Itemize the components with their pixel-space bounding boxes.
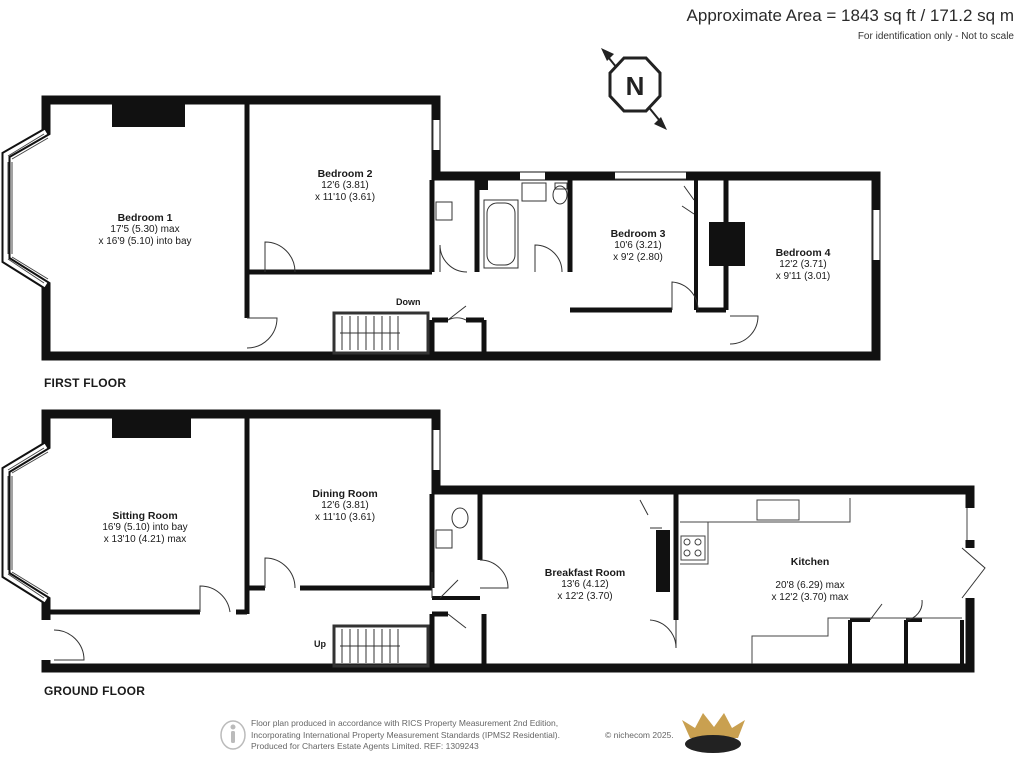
room-dimension: x 9'2 (2.80)	[613, 252, 663, 263]
room-name: Dining Room	[312, 488, 378, 500]
room-breakfast-room	[530, 567, 640, 603]
room-dimension: x 11'10 (3.61)	[314, 192, 376, 203]
room-dimension: 13'6 (4.12)	[561, 579, 609, 590]
footer-line: Incorporating International Property Measurement Standards (IPMS2 Residential).	[251, 729, 560, 740]
room-kitchen	[755, 556, 865, 604]
room-dimension: 17'5 (5.30) max	[110, 224, 180, 235]
room-name: Bedroom 1	[117, 212, 173, 224]
room-sitting-room	[80, 510, 210, 546]
room-name: Bedroom 4	[775, 247, 831, 259]
room-name: Breakfast Room	[544, 567, 626, 579]
copyright-text: © nichecom 2025.	[605, 730, 674, 740]
room-dimension: x 13'10 (4.21) max	[103, 534, 187, 545]
stairs-up-label: Up	[314, 639, 326, 649]
room-name: Sitting Room	[112, 510, 178, 522]
room-bedroom-2	[290, 168, 400, 204]
compass-icon	[601, 48, 667, 130]
room-dimension: x 9'11 (3.01)	[775, 271, 831, 282]
room-dimension: x 11'10 (3.61)	[314, 512, 376, 523]
first-floor-label: FIRST FLOOR	[44, 376, 127, 390]
footer-text	[251, 718, 560, 753]
compass-letter: N	[625, 71, 645, 101]
room-bedroom-4	[758, 247, 848, 283]
room-dimension: 12'6 (3.81)	[321, 500, 369, 511]
footer-line: Produced for Charters Estate Agents Limited. REF: 1309243	[251, 741, 479, 751]
approximate-area: Approximate Area = 1843 sq ft / 171.2 sq m	[686, 6, 1014, 25]
room-dimension: 12'2 (3.71)	[779, 259, 827, 270]
room-dimension: x 16'9 (5.10) into bay	[98, 236, 192, 247]
room-name: Bedroom 2	[317, 168, 373, 180]
room-dimension: 20'8 (6.29) max	[775, 580, 845, 591]
room-dimension: 16'9 (5.10) into bay	[102, 522, 188, 533]
footer-line: Floor plan produced in accordance with RICS Property Measurement 2nd Edition,	[251, 718, 559, 728]
stairs-down-label: Down	[396, 297, 421, 307]
room-dimension: 10'6 (3.21)	[614, 240, 662, 251]
ground-floor-label: GROUND FLOOR	[44, 684, 146, 698]
room-bedroom-1	[80, 212, 210, 248]
room-name: Bedroom 3	[610, 228, 666, 240]
room-dimension: 12'6 (3.81)	[321, 180, 369, 191]
room-dining-room	[290, 488, 400, 524]
room-dimension: x 12'2 (3.70) max	[771, 592, 849, 603]
identification-note: For identification only - Not to scale	[857, 31, 1014, 42]
room-bedroom-3	[593, 228, 683, 264]
room-dimension: x 12'2 (3.70)	[557, 591, 613, 602]
room-name: Kitchen	[790, 556, 830, 568]
